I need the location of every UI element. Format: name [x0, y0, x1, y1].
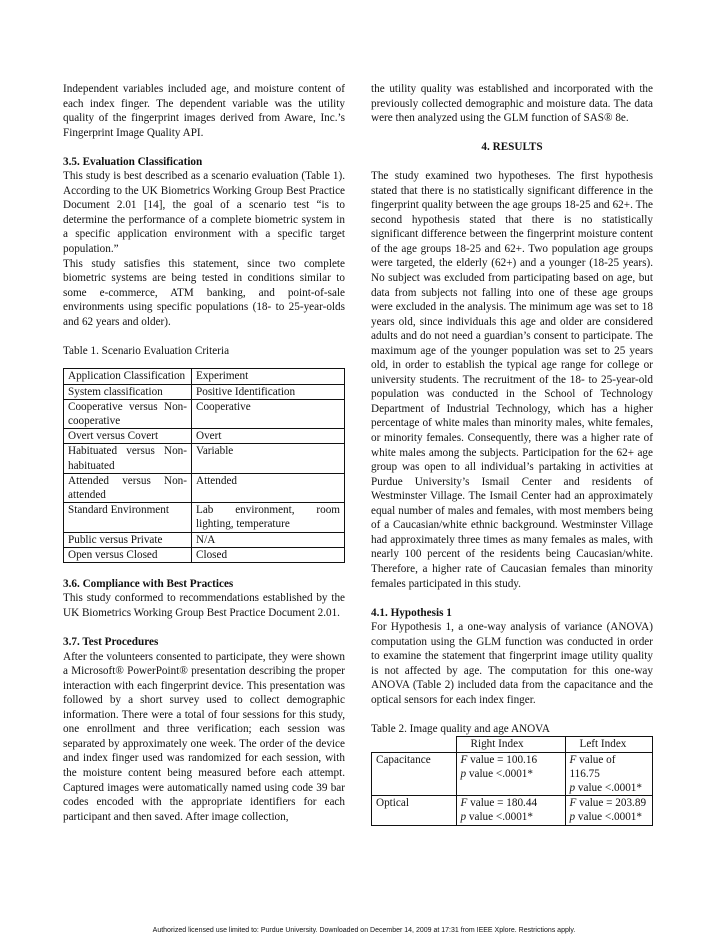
table-cell: Habituated versus Non-habituated [64, 444, 192, 473]
p-symbol: p [569, 782, 576, 795]
f-value: value = 180.44 [470, 797, 538, 810]
table-cell: Overt [192, 429, 345, 444]
p-value: value <.0001* [577, 782, 642, 795]
table-cell: Application Classification [64, 369, 192, 384]
table-cell: Public versus Private [64, 532, 192, 547]
table-1 [63, 368, 345, 563]
table-row [64, 547, 345, 562]
column-header-right-index: Right Index [456, 737, 565, 752]
table-row [64, 503, 345, 532]
table-row [64, 429, 345, 444]
f-symbol: F [569, 797, 577, 810]
f-symbol: F [569, 753, 577, 766]
table-row [64, 399, 345, 428]
row-header-optical: Optical [372, 796, 457, 825]
p-symbol: p [569, 811, 576, 824]
table-cell: Lab environment, room lighting, temperature [192, 503, 345, 532]
table-cell: Open versus Closed [64, 547, 192, 562]
f-value: value = 203.89 [579, 797, 647, 810]
table-cell: Closed [192, 547, 345, 562]
table-row [372, 796, 653, 825]
section-3-5-paragraph-2: This study satisfies this statement, since two complete biometric systems are being tested in conditions similar to some e-commerce, ATM banking, and point-of-sale environments using specific populations (18- to 25-year-olds and 62 years and older). [63, 257, 345, 328]
f-symbol: F [460, 753, 468, 766]
continued-paragraph: the utility quality was established and incorporated with the previously collected demographic and moisture data. The data were then analyzed using the GLM function of SAS® 8e. [371, 83, 653, 125]
p-symbol: p [460, 767, 467, 780]
section-3-5-paragraph-1: This study is best described as a scenario evaluation (Table 1). According to the UK Biometrics Working Group Best Practice Document 2.01 [14], the goal of a scenario test “is to determine the performance of a complete biometric system in a specific application environment with a specific target population.” [63, 170, 345, 255]
license-footer: Authorized licensed use limited to: Purdue University. Downloaded on December 14, 2009 at 17:31 from IEEE Xplore. Restrictions apply. [152, 927, 576, 934]
table-row [64, 473, 345, 502]
section-3-6-paragraph: This study conformed to recommendations established by the UK Biometrics Working Group Best Practice Document 2.01. [63, 592, 345, 620]
section-3-6-heading: 3.6. Compliance with Best Practices [63, 577, 234, 590]
table-2 [371, 736, 653, 825]
table-cell: Experiment [192, 369, 345, 384]
right-column [371, 82, 653, 826]
f-value: value of 116.75 [569, 753, 616, 780]
table-cell: Cooperative versus Non-cooperative [64, 399, 192, 428]
table-cell: Overt versus Covert [64, 429, 192, 444]
table-cell: Standard Environment [64, 503, 192, 532]
p-value: value <.0001* [468, 767, 533, 780]
f-symbol: F [460, 797, 468, 810]
table-cell [565, 752, 653, 796]
table-cell [456, 752, 565, 796]
table-cell: Attended [192, 473, 345, 502]
table-cell: Cooperative [192, 399, 345, 428]
row-header-capacitance: Capacitance [372, 752, 457, 796]
table-row [64, 384, 345, 399]
table-cell: Attended versus Non-attended [64, 473, 192, 502]
table-cell [565, 796, 653, 825]
table-cell: System classification [64, 384, 192, 399]
section-4-1-heading: 4.1. Hypothesis 1 [371, 606, 452, 619]
table-cell-empty [372, 737, 457, 752]
column-header-left-index: Left Index [565, 737, 653, 752]
section-4-1-paragraph: For Hypothesis 1, a one-way analysis of variance (ANOVA) computation using the GLM function was conducted in order to examine the statement that fingerprint image utility quality is not affected by age. The computation for this one-way ANOVA (Table 2) included data from the capacitance and the optical sensors for each index finger. [371, 621, 653, 706]
table-cell: Positive Identification [192, 384, 345, 399]
p-value: value <.0001* [468, 811, 533, 824]
table-row [64, 369, 345, 384]
table-cell [456, 796, 565, 825]
table-header-row [372, 737, 653, 752]
table-row [64, 532, 345, 547]
table-2-caption: Table 2. Image quality and age ANOVA [371, 722, 550, 735]
p-symbol: p [460, 811, 467, 824]
table-cell: N/A [192, 532, 345, 547]
section-4-heading: 4. RESULTS [481, 141, 543, 154]
f-value: value = 100.16 [470, 753, 538, 766]
table-row [372, 752, 653, 796]
section-3-7-heading: 3.7. Test Procedures [63, 636, 159, 649]
p-value: value <.0001* [577, 811, 642, 824]
section-3-5-heading: 3.5. Evaluation Classification [63, 155, 203, 168]
table-row [64, 444, 345, 473]
section-3-7-paragraph: After the volunteers consented to participate, they were shown a Microsoft® PowerPoint® presentation describing the proper interaction with each fingerprint device. This presentation was followed by a short survey used to collect demographic information. There were a total of four sessions for this study, one enrollment and three verification; each session was separated by approximately one week. The order of the device and index finger used was randomized for each session, with the moisture content being measured before each attempt. Captured images were automatically named using code 39 bar codes encoded with the appropriate identifiers for each participant and then saved. After image collection, [63, 650, 345, 823]
left-column [63, 82, 345, 824]
intro-paragraph: Independent variables included age, and moisture content of each index finger. The dependent variable was the utility quality of the fingerprint images derived from Aware, Inc.’s Fingerprint Image Quality API. [63, 83, 345, 139]
section-4-paragraph: The study examined two hypotheses. The first hypothesis stated that there is no statistically significant difference in the fingerprint quality between the age groups 18-25 and 62+. The second hypothesis stated that there is no statistically significant difference between the fingerprint moisture content of the age groups 18-25 and 62+. Two population age groups were targeted, the elderly (62+) and a younger (18-25 years). No subject was excluded from participating based on age, but data from subjects not falling into one of these age groups were excluded in the analysis. The minimum age was set to 18 years old, since individuals this age and older are considered adults and do not need a guardian’s consent to participate. The maximum age of the younger population was set to 25 years old, in order to establish the typical age range for college or university students. The recruitment of the 18- to 25-year-old population was conducted in the School of Technology Department of Industrial Technology, which has a higher percentage of white males than minority males, white females, or minority females. Consequently, there was a higher rate of white males among the subjects. Participation for the 62+ age group was open to all individual’s partaking in activities at Purdue University’s Ismail Center and residents of Westminster Village. The Ismail Center had an approximately equal number of males and females, with most members being of a Caucasian/white ethnic background. Westminster Village had approximately three times as many females as males, with nearly 100 percent of the residents being Caucasian/white. Therefore, a higher rate of Caucasian females than minority females participated in this study. [371, 170, 653, 590]
table-1-caption: Table 1. Scenario Evaluation Criteria [63, 344, 230, 357]
table-cell: Variable [192, 444, 345, 473]
